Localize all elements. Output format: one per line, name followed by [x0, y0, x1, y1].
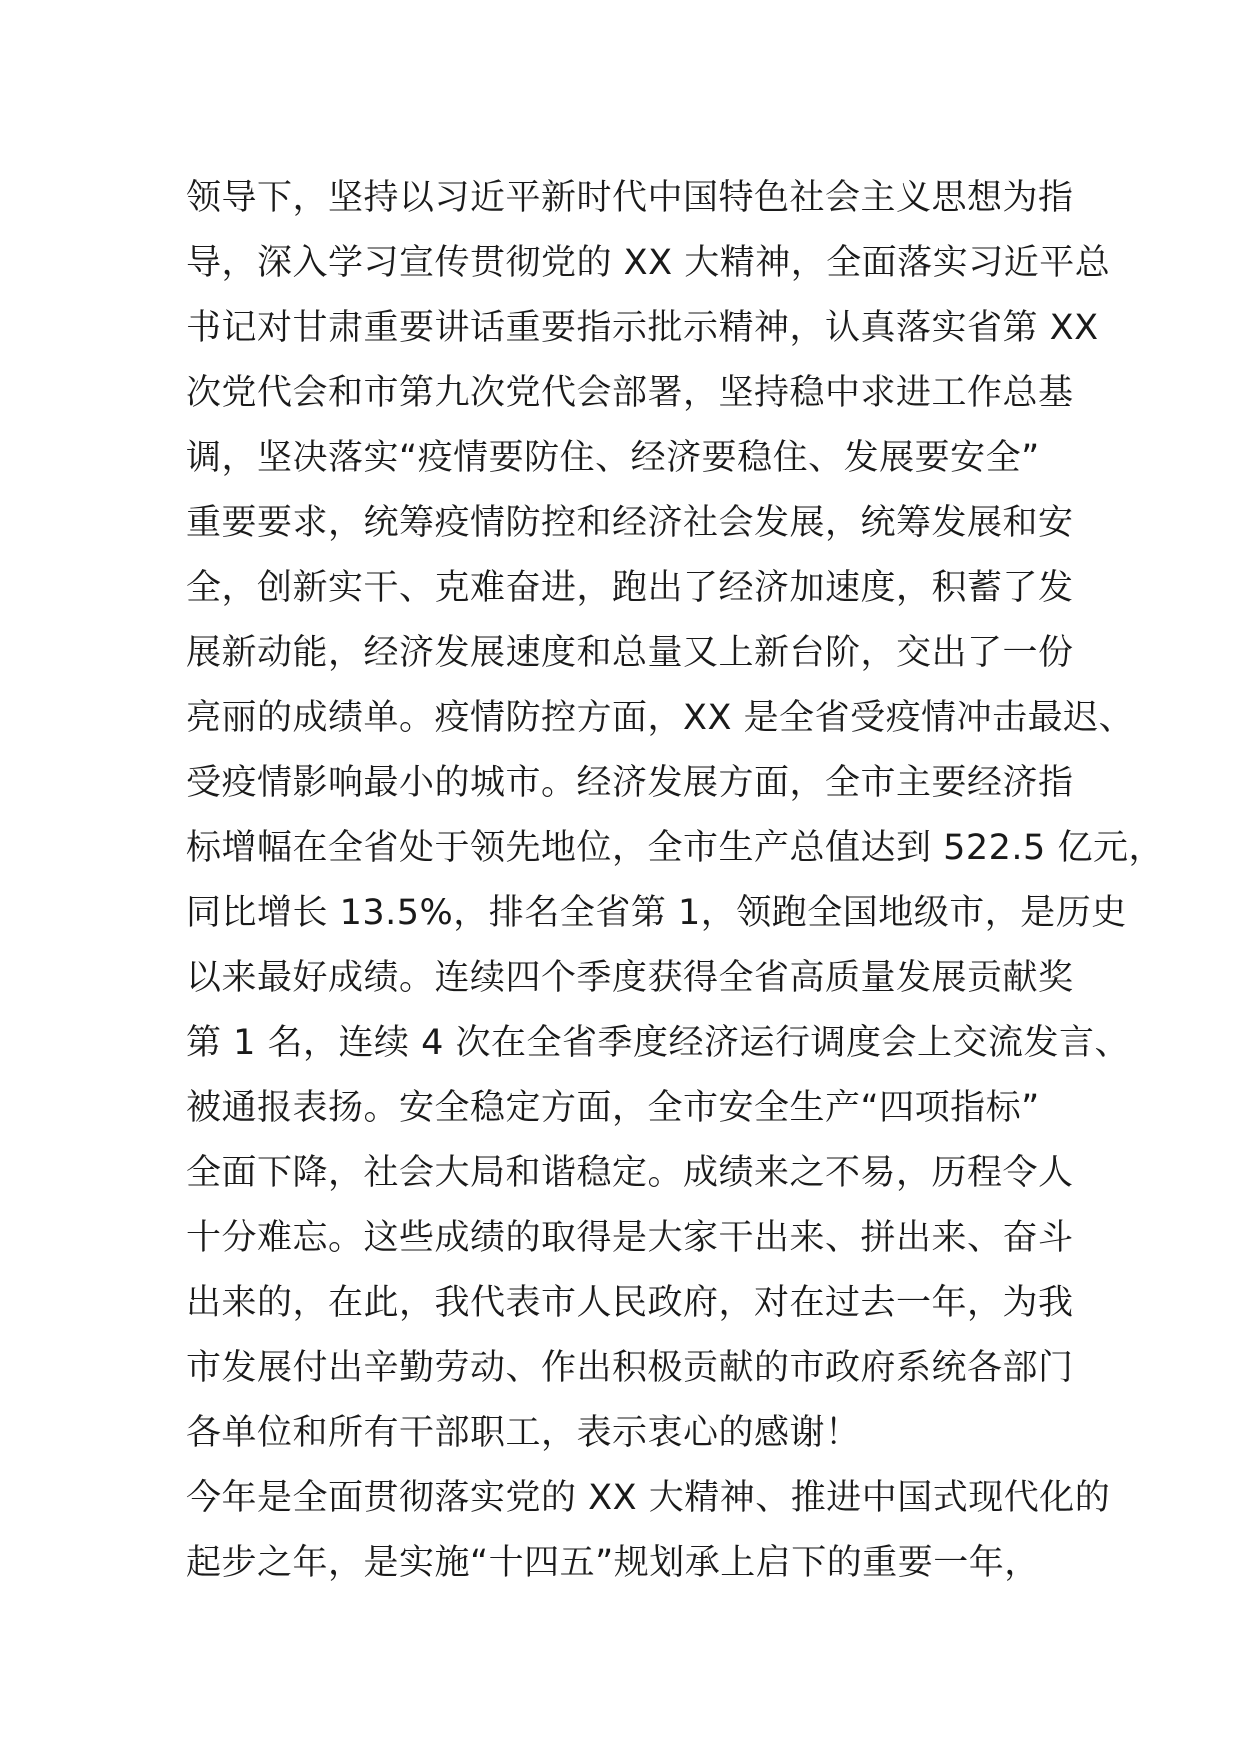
text-line: 重要要求，统筹疫情防控和经济社会发展，统筹发展和安 — [186, 503, 1074, 543]
text-line: 书记对甘肃重要讲话重要指示批示精神，认真落实省第 XX — [186, 308, 1099, 348]
text-line: 亮丽的成绩单。疫情防控方面，XX 是全省受疫情冲击最迟、 — [186, 698, 1135, 738]
text-line: 第 1 名，连续 4 次在全省季度经济运行调度会上交流发言、 — [186, 1023, 1131, 1063]
text-line: 被通报表扬。安全稳定方面，全市安全生产“四项指标” — [186, 1088, 1040, 1128]
text-line: 全面下降，社会大局和谐稳定。成绩来之不易，历程令人 — [186, 1153, 1074, 1193]
text-line: 受疫情影响最小的城市。经济发展方面，全市主要经济指 — [186, 763, 1074, 803]
text-line: 次党代会和市第九次党代会部署，坚持稳中求进工作总基 — [186, 373, 1074, 413]
text-line: 展新动能，经济发展速度和总量又上新台阶，交出了一份 — [186, 633, 1074, 673]
text-line: 以来最好成绩。连续四个季度获得全省高质量发展贡献奖 — [186, 958, 1074, 998]
text-line: 标增幅在全省处于领先地位，全市生产总值达到 522.5 亿元， — [186, 828, 1164, 868]
text-line: 市发展付出辛勤劳动、作出积极贡献的市政府系统各部门 — [186, 1348, 1074, 1388]
text-line: 各单位和所有干部职工，表示衷心的感谢！ — [186, 1413, 861, 1453]
text-line: 出来的，在此，我代表市人民政府，对在过去一年，为我 — [186, 1283, 1074, 1323]
text-line: 今年是全面贯彻落实党的 XX 大精神、推进中国式现代化的 — [186, 1478, 1111, 1518]
text-line: 调，坚决落实“疫情要防住、经济要稳住、发展要安全” — [186, 438, 1040, 478]
text-line: 导，深入学习宣传贯彻党的 XX 大精神，全面落实习近平总 — [186, 243, 1111, 283]
text-line: 起步之年，是实施“十四五”规划承上启下的重要一年， — [186, 1543, 1040, 1583]
body-text — [186, 166, 1164, 1596]
text-line: 领导下，坚持以习近平新时代中国特色社会主义思想为指 — [186, 178, 1074, 218]
text-line: 十分难忘。这些成绩的取得是大家干出来、拼出来、奋斗 — [186, 1218, 1074, 1258]
text-line: 同比增长 13.5%，排名全省第 1，领跑全国地级市，是历史 — [186, 893, 1127, 933]
text-line: 全，创新实干、克难奋进，跑出了经济加速度，积蓄了发 — [186, 568, 1074, 608]
